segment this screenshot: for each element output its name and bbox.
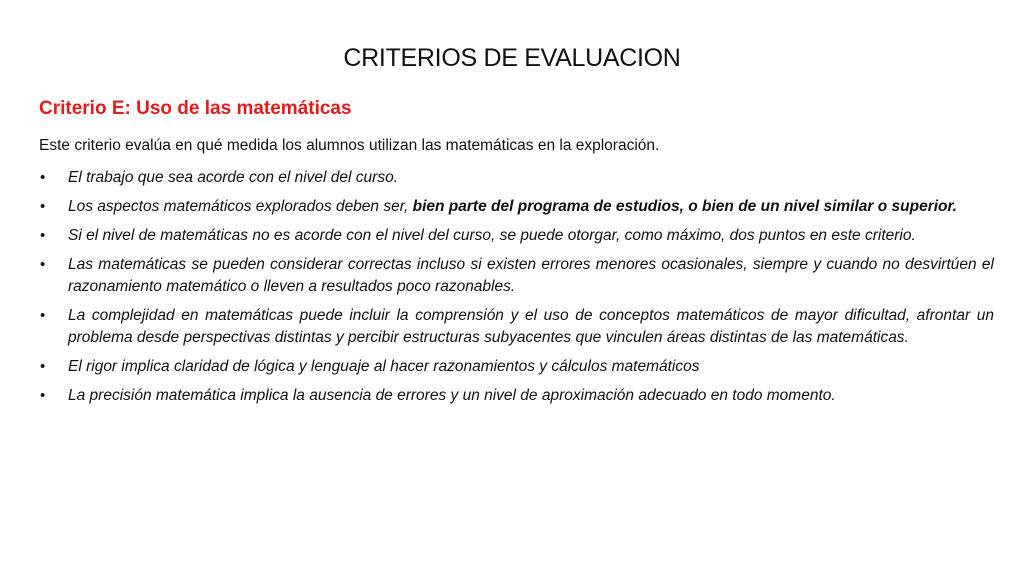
bullet-item xyxy=(39,167,994,189)
bullet-icon: • xyxy=(40,358,46,375)
bullet-item xyxy=(39,196,994,218)
bullet-item xyxy=(39,225,994,247)
bullet-text: El trabajo que sea acorde con el nivel del curso. xyxy=(68,169,399,186)
criterion-heading: Criterio E: Uso de las matemáticas xyxy=(39,98,352,119)
bullet-text: Si el nivel de matemáticas no es acorde con el nivel del curso, se puede otorgar, como máximo, dos puntos en este criterio. xyxy=(68,227,916,244)
bullet-item xyxy=(39,385,994,407)
bullet-item xyxy=(39,356,994,378)
intro-paragraph: Este criterio evalúa en qué medida los alumnos utilizan las matemáticas en la exploración. xyxy=(39,137,660,154)
bullet-text: El rigor implica claridad de lógica y lenguaje al hacer razonamientos y cálculos matemáticos xyxy=(68,358,700,375)
bullet-icon: • xyxy=(40,256,46,273)
bullet-item xyxy=(39,254,994,298)
bullet-icon: • xyxy=(40,198,46,215)
bullet-text-bold: bien parte del programa de estudios, o bien de un nivel similar o superior. xyxy=(412,198,957,215)
bullet-text: Los aspectos matemáticos explorados deben ser, xyxy=(68,198,413,215)
bullet-list xyxy=(39,167,994,414)
bullet-item xyxy=(39,305,994,349)
bullet-icon: • xyxy=(40,307,46,324)
bullet-text: Las matemáticas se pueden considerar correctas incluso si existen errores menores ocasionales, siempre y cuando no desvirtúen el razonamiento matemático o lleven a resultados poco razonables. xyxy=(68,256,994,295)
bullet-icon: • xyxy=(40,387,46,404)
bullet-text: La complejidad en matemáticas puede incluir la comprensión y el uso de conceptos matemáticos de mayor dificultad, afrontar un problema desde perspectivas distintas y percibir estructuras subyacentes que vinculen áreas distintas de las matemáticas. xyxy=(68,307,994,346)
bullet-text: La precisión matemática implica la ausencia de errores y un nivel de aproximación adecuado en todo momento. xyxy=(68,387,836,404)
bullet-icon: • xyxy=(40,169,46,186)
slide-title: CRITERIOS DE EVALUACION xyxy=(343,44,681,72)
bullet-icon: • xyxy=(40,227,46,244)
